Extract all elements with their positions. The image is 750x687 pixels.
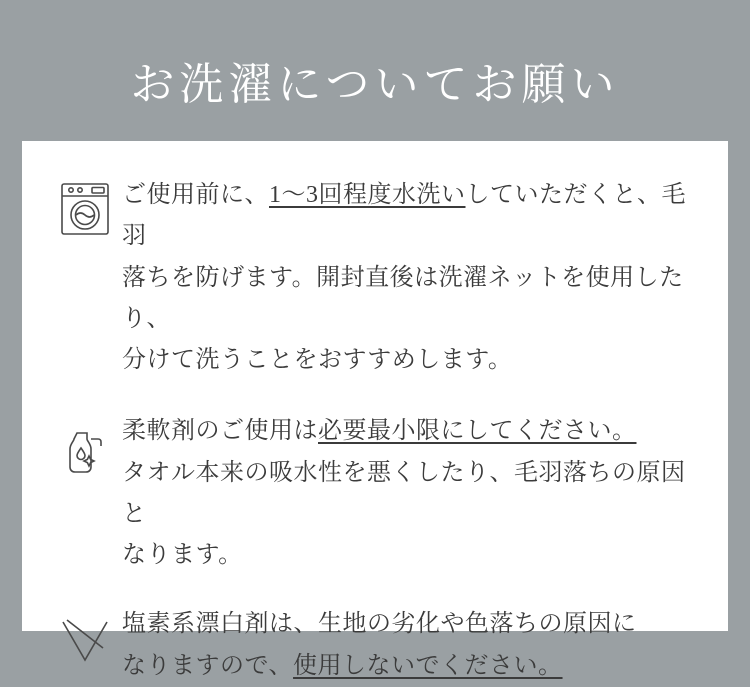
care-instructions-card — [22, 141, 728, 679]
care-line — [122, 340, 698, 381]
page-title: お洗濯についてお願い — [130, 60, 620, 109]
care-text-segment-underlined: 1〜3回程度水洗い — [269, 182, 466, 208]
care-text-segment: 落ちを防げます。開封直後は洗濯ネットを使用したり、 — [122, 264, 684, 332]
care-text-segment: ご使用前に、 — [122, 182, 269, 208]
care-text-segment: していただくと、毛羽 — [122, 182, 686, 250]
detergent-bottle-icon — [48, 411, 122, 477]
care-line — [122, 646, 698, 687]
care-line — [122, 411, 698, 452]
care-item-softener — [48, 411, 698, 576]
care-line — [122, 535, 698, 576]
care-item-softener-text — [122, 411, 698, 576]
care-item-washing-text — [122, 175, 698, 381]
care-line — [122, 453, 698, 536]
care-text-segment: 分けて洗うことをおすすめします。 — [122, 347, 513, 374]
care-text-segment: 柔軟剤のご使用は — [122, 418, 318, 445]
care-item-no-bleach — [48, 604, 698, 687]
care-text-segment: なりますので、 — [122, 652, 294, 679]
care-text-segment: なります。 — [122, 542, 243, 569]
care-text-segment: タオル本来の吸水性を悪くしたり、毛羽落ちの原因と — [122, 459, 686, 527]
care-item-washing — [48, 175, 698, 381]
care-line — [122, 175, 698, 258]
care-text-segment-underlined: 必要最小限にしてください。 — [318, 418, 637, 445]
care-text-segment: 塩素系漂白剤は、生地の劣化や色落ちの原因に — [122, 611, 637, 638]
care-line — [122, 604, 698, 645]
no-bleach-icon — [48, 604, 122, 668]
care-line — [122, 258, 698, 341]
washing-machine-icon — [48, 175, 122, 237]
care-text-segment-underlined: 使用しないでください。 — [293, 652, 563, 679]
care-item-no-bleach-text — [122, 604, 698, 687]
